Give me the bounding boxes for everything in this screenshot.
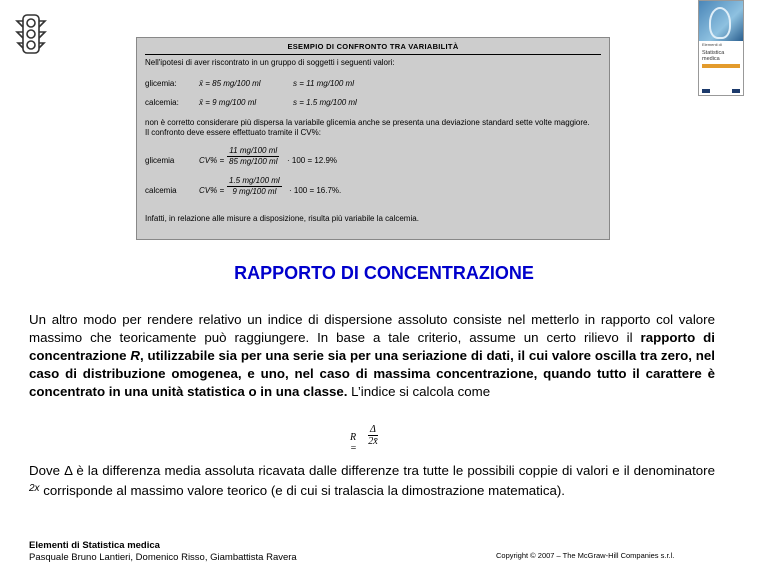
para-text-2: L’indice si calcola come — [347, 384, 491, 399]
footer-book-title: Elementi di Statistica medica — [29, 540, 160, 551]
formula-numerator: Δ — [370, 424, 376, 435]
calc1-denominator: 85 mg/100 ml — [229, 157, 278, 166]
calc2-result: · 100 = 16.7%. — [289, 186, 342, 195]
second-paragraph — [29, 462, 715, 500]
row2-mean: x̄ = 9 mg/100 ml — [199, 98, 257, 107]
cover-small-text: Elementi di — [702, 42, 722, 47]
calc1-result: · 100 = 12.9% — [287, 156, 338, 165]
row1-mean: x̄ = 85 mg/100 ml — [199, 79, 261, 88]
example-intro: Nell'ipotesi di aver riscontrato in un gruppo di soggetti i seguenti valori: — [145, 58, 395, 67]
para-bold-2: , utilizzabile sia per una serie sia per una seriazione di dati, il cui valore oscilla tra zero, nel caso di distribuzione omogenea, e uno, nel caso di massima concentrazione, quando tutto il carattere è concentrato in una unità statistica o in una classe. — [29, 348, 715, 399]
example-note2: Il confronto deve essere effettuato tramite il CV%: — [145, 128, 321, 137]
calc1-label: glicemia — [145, 156, 175, 165]
calc1-fraction — [227, 146, 279, 167]
row2-label: calcemia: — [145, 98, 179, 107]
formula-lhs: R = — [350, 432, 357, 454]
para-text-1: Un altro modo per rendere relativo un indice di dispersione assoluto consiste nel metterlo in rapporto col valore massimo che teoricamente può raggiungere. In base a tale criterio, assume un certo rilievo il — [29, 312, 715, 345]
cover-logos — [702, 89, 740, 93]
calc2-denominator: 9 mg/100 ml — [232, 187, 277, 196]
footer-copyright: Copyright © 2007 – The McGraw-Hill Companies s.r.l. — [496, 551, 675, 560]
calc1-lhs: CV% = — [199, 156, 225, 165]
example-note1: non è corretto considerare più dispersa la variabile glicemia anche se presenta una deviazione standard sette volte maggiore. — [145, 118, 590, 127]
mcgraw-hill-logo-icon — [14, 12, 48, 56]
main-paragraph — [29, 311, 715, 401]
calc2-label: calcemia — [145, 186, 177, 195]
calc1-numerator: 11 mg/100 ml — [229, 146, 278, 155]
footer-left — [29, 540, 297, 564]
calc2-numerator: 1.5 mg/100 ml — [229, 176, 280, 185]
footer-authors: Pasquale Bruno Lantieri, Domenico Risso, Giambattista Ravera — [29, 552, 297, 563]
para2-text-1: Dove Δ è la differenza media assoluta ricavata dalle differenze tra tutte le possibili coppie di valori e il denominatore — [29, 463, 715, 478]
cover-image — [699, 1, 743, 41]
row1-label: glicemia: — [145, 79, 177, 88]
para2-denominator: 2x — [29, 483, 40, 494]
para-bold-r: R — [130, 348, 140, 363]
cover-band — [702, 64, 740, 68]
section-heading: RAPPORTO DI CONCENTRAZIONE — [234, 263, 534, 283]
row1-sd: s = 11 mg/100 ml — [293, 79, 354, 88]
para2-text-2: corrisponde al massimo valore teorico (e di cui si tralascia la dimostrazione matematica). — [39, 483, 565, 498]
example-conclusion: Infatti, in relazione alle misure a disposizione, risulta più variabile la calcemia. — [145, 214, 419, 223]
example-title: ESEMPIO DI CONFRONTO TRA VARIABILITÀ — [145, 42, 601, 55]
formula-fraction — [368, 424, 378, 447]
calc2-fraction — [227, 176, 282, 197]
row2-sd: s = 1.5 mg/100 ml — [293, 98, 357, 107]
cover-title: Statistica medica — [702, 50, 725, 62]
formula-denominator: 2x̄ — [368, 436, 378, 447]
calc2-lhs: CV% = — [199, 186, 225, 195]
para-bold-1: rapporto di concentrazione — [29, 330, 715, 363]
example-box — [136, 37, 610, 240]
book-cover — [698, 0, 744, 96]
